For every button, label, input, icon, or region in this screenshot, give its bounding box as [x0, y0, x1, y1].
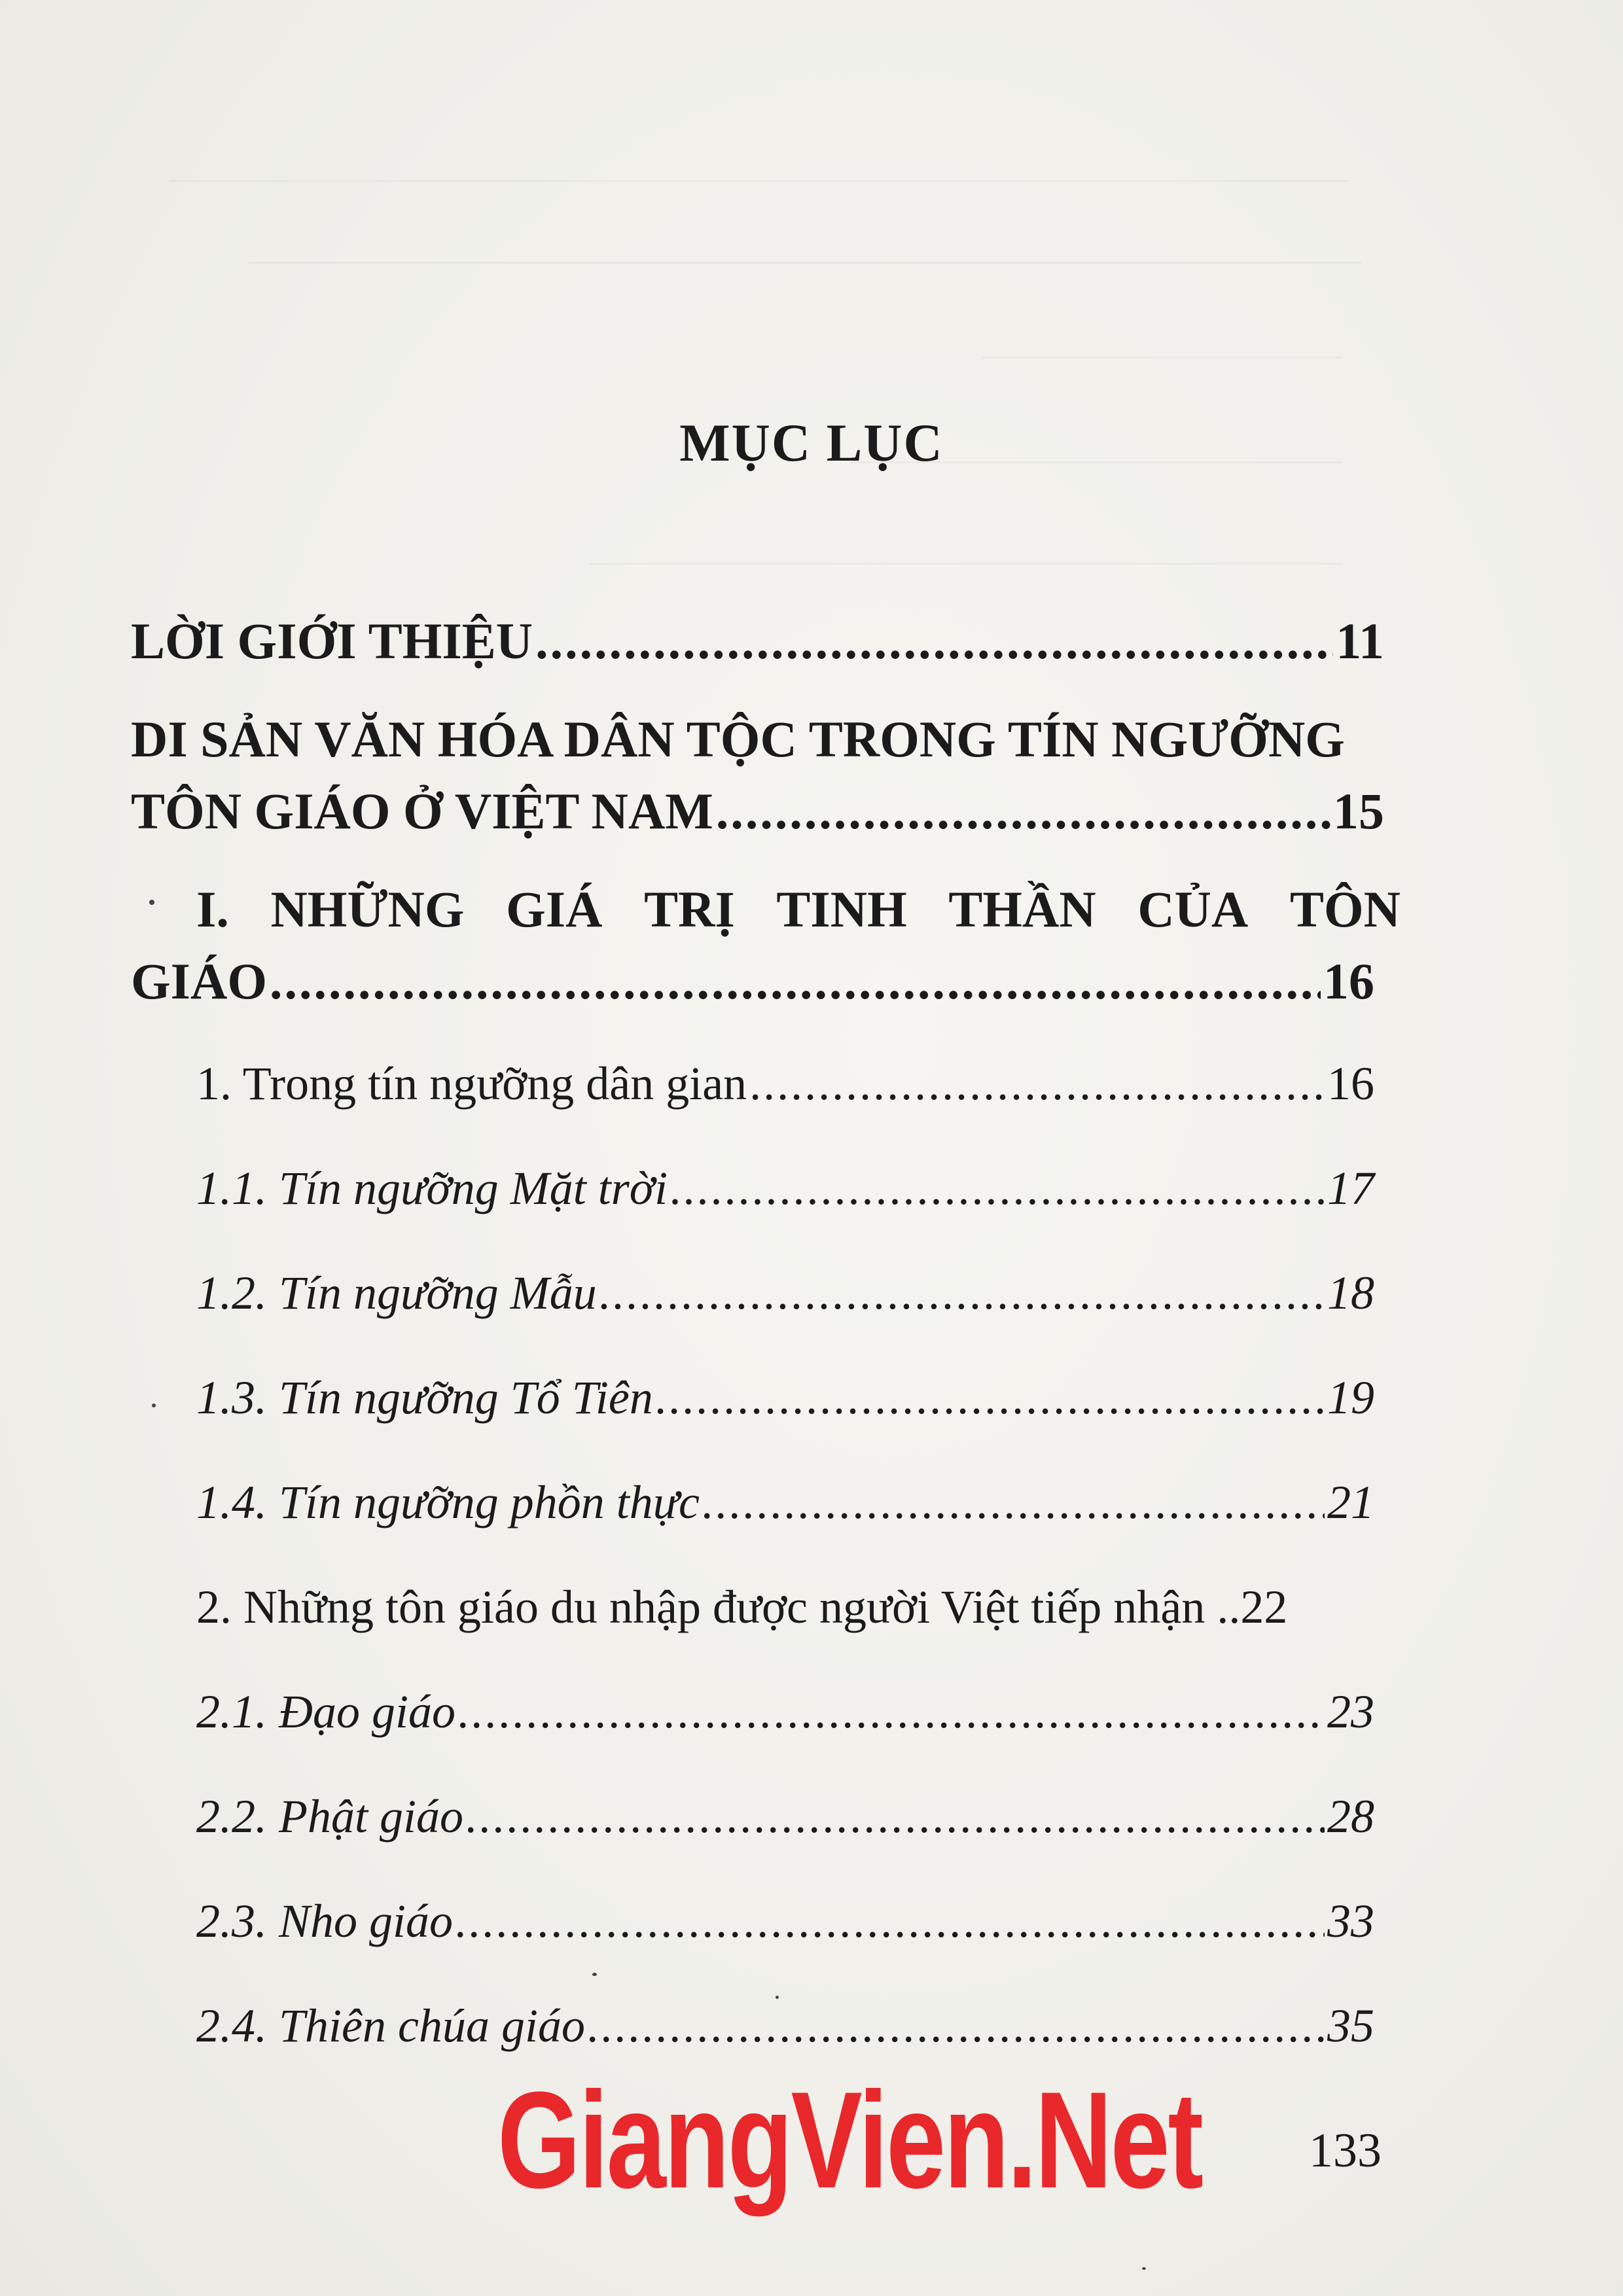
toc-entry-label: 1.4. Tín ngưỡng phồn thực — [196, 1476, 700, 1528]
scan-speck — [1142, 2267, 1146, 2270]
toc-entry-page: 17 — [1327, 1162, 1374, 1214]
toc-section-title-line1[interactable] — [196, 880, 1400, 939]
toc-entry-label: 2.4. Thiên chúa giáo — [196, 2000, 585, 2052]
dot-leader — [702, 1475, 1325, 1530]
word: I. — [196, 881, 229, 938]
toc-entry-page: 19 — [1327, 1371, 1374, 1424]
toc-entry-page: 35 — [1327, 2000, 1374, 2052]
toc-entry-label: 1.2. Tín ngưỡng Mẫu — [196, 1267, 597, 1319]
toc-entry-label: LỜI GIỚI THIỆU — [131, 612, 533, 669]
bleed-through-line — [249, 262, 1361, 264]
toc-entry-page: 16 — [1323, 953, 1374, 1010]
toc-entry[interactable] — [196, 1580, 1374, 1634]
toc-entry[interactable] — [196, 1266, 1374, 1320]
page-number: 133 — [1309, 2124, 1382, 2178]
scan-speck — [152, 1404, 156, 1407]
scan-speck — [776, 1996, 779, 1999]
toc-entry[interactable] — [196, 1790, 1374, 1844]
word: TINH — [776, 881, 907, 938]
toc-entry-label: 1.1. Tín ngưỡng Mặt trời — [196, 1162, 668, 1214]
dot-leader — [749, 1057, 1325, 1111]
toc-entry-intro[interactable] — [131, 612, 1384, 671]
word: CỦA — [1137, 881, 1249, 938]
dot-leader — [458, 1685, 1325, 1739]
toc-entry-page: 23 — [1327, 1686, 1374, 1738]
toc-entry-label: GIÁO — [131, 953, 268, 1010]
toc-entry-part[interactable] — [131, 782, 1384, 841]
bleed-through-line — [982, 357, 1342, 359]
toc-entry[interactable] — [196, 1999, 1374, 2053]
dot-leader — [656, 1371, 1325, 1425]
dot-leader — [535, 612, 1333, 671]
word: TRỊ — [644, 881, 735, 938]
toc-entry-label: 2. Những tôn giáo du nhập được người Việt tiếp nhận .. — [196, 1581, 1241, 1633]
toc-entry-page: 22 — [1240, 1581, 1288, 1633]
dot-leader — [455, 1894, 1325, 1949]
toc-entry-page: 33 — [1327, 1895, 1374, 1947]
toc-entry-page: 16 — [1327, 1057, 1374, 1110]
word: THẦN — [948, 881, 1096, 938]
toc-entry-page: 11 — [1336, 612, 1384, 669]
dot-leader — [588, 1999, 1325, 2053]
dot-leader — [466, 1790, 1325, 1844]
toc-entry-page: 28 — [1327, 1790, 1374, 1843]
toc-entry[interactable] — [196, 1057, 1374, 1111]
toc-entry-label: 1. Trong tín ngưỡng dân gian — [196, 1057, 747, 1110]
toc-entry-label: 2.1. Đạo giáo — [196, 1686, 455, 1738]
toc-entry-page: 18 — [1327, 1267, 1374, 1319]
bleed-through-line — [170, 180, 1348, 182]
toc-entry-page: 21 — [1327, 1476, 1374, 1528]
toc-entry[interactable] — [196, 1161, 1374, 1216]
toc-entry-label: 1.3. Tín ngưỡng Tổ Tiên — [196, 1371, 653, 1424]
dot-leader — [270, 952, 1321, 1011]
toc-entry-label: 2.2. Phật giáo — [196, 1790, 463, 1843]
dot-leader — [670, 1161, 1325, 1216]
toc-entry[interactable] — [196, 1685, 1374, 1739]
toc-entry-page: 15 — [1333, 783, 1384, 839]
toc-entry-label: 2.3. Nho giáo — [196, 1895, 454, 1947]
watermark-logo: GiangVien.Net — [497, 2063, 1202, 2217]
toc-entry[interactable] — [196, 1475, 1374, 1530]
word: GIÁ — [506, 881, 603, 938]
toc-entry[interactable] — [196, 1894, 1374, 1949]
toc-entry-section1[interactable] — [131, 952, 1374, 1011]
dot-leader — [716, 782, 1330, 841]
toc-part-title-line1[interactable]: DI SẢN VĂN HÓA DÂN TỘC TRONG TÍN NGƯỠNG — [131, 711, 1345, 768]
word: TÔN — [1289, 881, 1400, 938]
scan-speck — [592, 1973, 597, 1976]
toc-entry-label: TÔN GIÁO Ở VIỆT NAM — [131, 783, 713, 839]
scan-speck — [149, 900, 154, 905]
word: NHỮNG — [270, 881, 465, 938]
bleed-through-line — [589, 563, 1342, 565]
page-title: MỤC LỤC — [679, 413, 944, 472]
dot-leader — [599, 1266, 1325, 1320]
toc-entry[interactable] — [196, 1371, 1374, 1425]
